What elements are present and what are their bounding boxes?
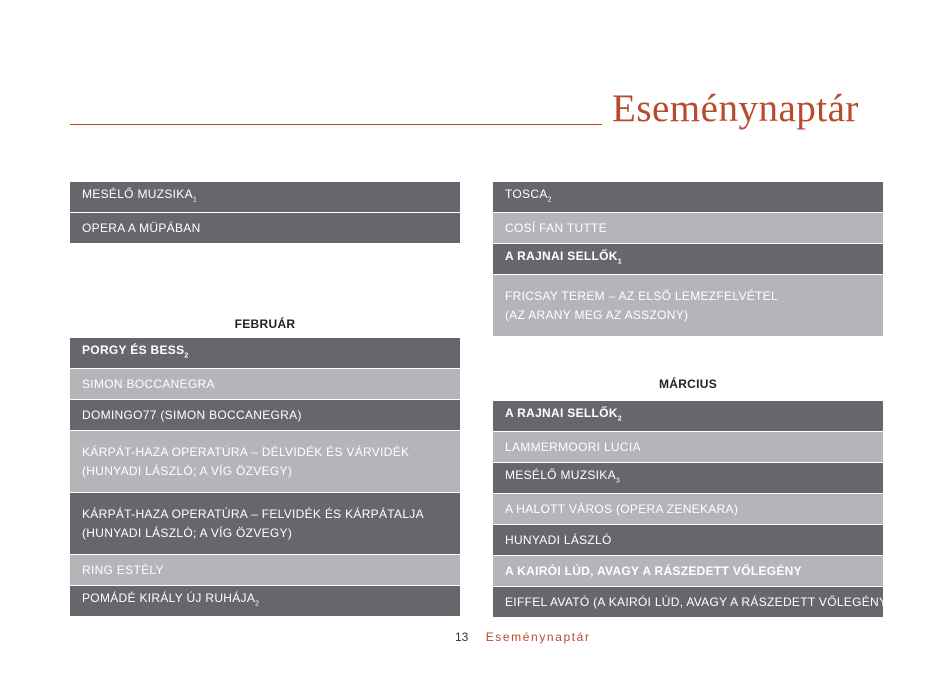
event-title: SIMON BOCCANEGRA <box>82 376 215 391</box>
month-heading-march: MÁRCIUS <box>658 377 718 391</box>
month-heading-february: FEBRUÁR <box>234 317 296 331</box>
event-title: OPERA A MÜPÁBAN <box>82 220 201 235</box>
page-number: 13 <box>455 630 469 644</box>
event-row <box>493 432 883 463</box>
footer-label: Eseménynaptár <box>485 630 591 644</box>
event-part-number: 2 <box>184 352 189 360</box>
event-part-number: 1 <box>192 196 198 204</box>
event-title: FRICSAY TEREM – AZ ELSŐ LEMEZFELVÉTEL <box>505 288 778 303</box>
event-title: MESÉLŐ $MUZSIKA_1$ <box>82 186 198 204</box>
event-part-number: 2 <box>617 415 622 423</box>
page-title: Eseménynaptár <box>612 87 859 130</box>
event-title: A RAJNAI $SELLŐK_1$ <box>505 248 622 266</box>
event-title: A KAIRÓI LÚD, AVAGY A RÁSZEDETT VŐLEGÉNY <box>505 563 802 578</box>
event-subtitle: (HUNYADI LÁSZLÓ; A VÍG ÖZVEGY) <box>82 525 293 540</box>
event-row <box>493 556 883 587</box>
event-row <box>493 244 883 275</box>
event-row <box>493 275 883 337</box>
event-title: RING ESTÉLY <box>82 562 164 577</box>
event-row <box>70 369 460 400</box>
event-part-number: 2 <box>255 600 260 608</box>
march-list <box>493 401 892 618</box>
event-row <box>70 213 460 244</box>
event-row <box>70 555 460 586</box>
event-title: DOMINGO77 (SIMON BOCCANEGRA) <box>82 407 302 422</box>
page-footer <box>455 630 591 644</box>
event-title: A RAJNAI $SELLŐK_2$ <box>505 405 622 423</box>
event-row <box>70 182 460 213</box>
event-row <box>70 338 460 369</box>
event-subtitle: (HUNYADI LÁSZLÓ; A VÍG ÖZVEGY) <box>82 463 293 478</box>
event-part-number: 3 <box>615 477 621 485</box>
event-title: PORGY ÉS $BESS_2$ <box>82 342 189 360</box>
event-row <box>493 525 883 556</box>
event-title: KÁRPÁT-HAZA OPERATÚRA – FELVIDÉK ÉS KÁRPÁTALJA <box>82 506 424 521</box>
header-rule <box>70 124 602 125</box>
event-subtitle: (AZ ARANY MEG AZ ASSZONY) <box>505 307 689 322</box>
event-title: $TOSCA_2$ <box>505 186 552 204</box>
event-row <box>493 463 883 494</box>
event-title: A HALOTT VÁROS (OPERA ZENEKARA) <box>505 501 739 516</box>
left-top-list <box>70 182 460 244</box>
event-part-number: 2 <box>547 196 552 204</box>
event-part-number: 1 <box>617 258 622 266</box>
event-title: HUNYADI LÁSZLÓ <box>505 532 612 547</box>
event-row <box>493 494 883 525</box>
event-title: EIFFEL AVATÓ (A KAIRÓI LÚD, AVAGY A RÁSZEDETT VŐLEGÉNY) <box>505 594 892 609</box>
february-list <box>70 338 460 617</box>
event-title: MESÉLŐ $MUZSIKA_3$ <box>505 467 621 485</box>
event-row <box>493 213 883 244</box>
event-row <box>70 400 460 431</box>
event-row <box>70 431 460 493</box>
event-title: POMÁDÉ KIRÁLY ÚJ $RUHÁJA_2$ <box>82 590 260 608</box>
event-row <box>70 586 460 617</box>
event-row <box>70 493 460 555</box>
right-top-list <box>493 182 883 337</box>
event-title: LAMMERMOORI LUCIA <box>505 439 641 454</box>
event-title: KÁRPÁT-HAZA OPERATÚRA – DÉLVIDÉK ÉS VÁRVIDÉK <box>82 444 410 459</box>
event-row <box>493 401 883 432</box>
event-row <box>493 587 892 618</box>
event-title: COSÍ FAN TUTTE <box>505 220 607 235</box>
event-row <box>493 182 883 213</box>
